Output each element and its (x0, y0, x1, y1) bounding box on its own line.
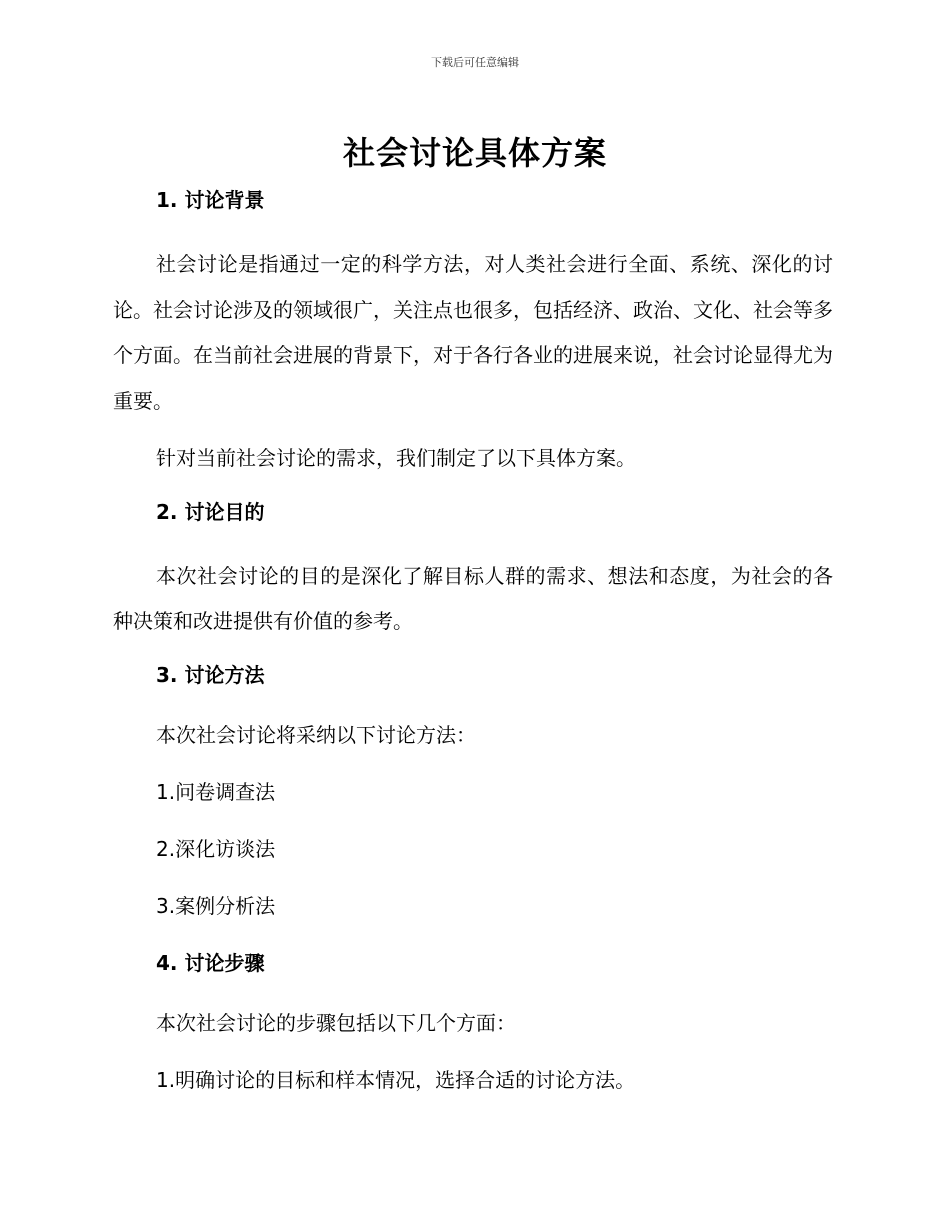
section-heading-methods: 3. 讨论方法 (156, 662, 265, 687)
header-note: 下载后可任意编辑 (431, 56, 519, 69)
list-item: 3.案例分析法 (156, 893, 276, 918)
document-body (113, 182, 833, 1119)
section-heading-purpose: 2. 讨论目的 (156, 499, 265, 524)
section-heading-background: 1. 讨论背景 (156, 188, 265, 212)
list-item: 1.明确讨论的目标和样本情况，选择合适的讨论方法。 (156, 1067, 636, 1092)
paragraph-background: 社会讨论是指通过一定的科学方法，对人类社会进行全面、系统、深化的讨论。社会讨论涉及的领域很广，关注点也很多，包括经济、政治、文化、社会等多个方面。在当前社会进展的背景下，对于各行各业的进展来说，社会讨论显得尤为重要。 (113, 252, 833, 413)
list-item: 2.深化访谈法 (156, 836, 276, 861)
steps-intro: 本次社会讨论的步骤包括以下几个方面： (156, 1010, 516, 1035)
document-title: 社会讨论具体方案 (342, 134, 607, 172)
list-item: 1.问卷调查法 (156, 779, 276, 804)
methods-intro: 本次社会讨论将采纳以下讨论方法： (156, 722, 476, 747)
paragraph-purpose: 本次社会讨论的目的是深化了解目标人群的需求、想法和态度，为社会的各种决策和改进提供有价值的参考。 (113, 563, 833, 633)
section-heading-steps: 4. 讨论步骤 (156, 950, 265, 975)
paragraph-plan-intro: 针对当前社会讨论的需求，我们制定了以下具体方案。 (156, 446, 636, 470)
